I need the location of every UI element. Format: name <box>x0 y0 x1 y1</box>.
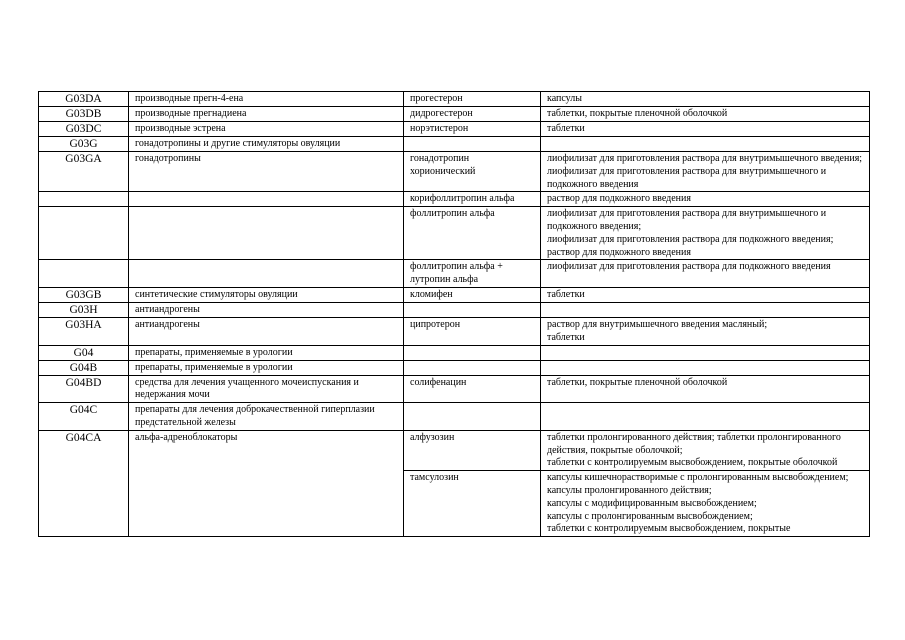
drug-name <box>404 137 541 152</box>
drug-name <box>404 302 541 317</box>
drug-name: фоллитропин альфа <box>404 207 541 260</box>
drug-name: гонадотропин хорионический <box>404 152 541 192</box>
table-row <box>39 287 870 302</box>
table-row <box>39 207 870 260</box>
group-name: гонадотропины и другие стимуляторы овуляции <box>129 137 404 152</box>
dosage-form <box>541 137 870 152</box>
group-name: производные прегн-4-ена <box>129 92 404 107</box>
atc-code: G03GA <box>39 152 129 192</box>
table-row <box>39 430 870 470</box>
drug-name: солифенацин <box>404 375 541 403</box>
group-name: препараты для лечения доброкачественной гиперплазии предстательной железы <box>129 403 404 431</box>
atc-code: G04B <box>39 360 129 375</box>
atc-code: G03DA <box>39 92 129 107</box>
drug-name: алфузозин <box>404 430 541 470</box>
dosage-form <box>541 360 870 375</box>
atc-code <box>39 192 129 207</box>
dosage-form: таблетки, покрытые пленочной оболочкой <box>541 375 870 403</box>
drug-name <box>404 345 541 360</box>
table-row <box>39 345 870 360</box>
table-row <box>39 360 870 375</box>
atc-code: G03DB <box>39 107 129 122</box>
table-row <box>39 260 870 288</box>
atc-code <box>39 207 129 260</box>
drug-classification-table <box>38 91 870 537</box>
table-row <box>39 302 870 317</box>
dosage-form: таблетки пролонгированного действия; таблетки пролонгированного действия, покрытые оболочкой; таблетки с контролируемым высвобождением, покрытые оболочкой <box>541 430 870 470</box>
dosage-form: таблетки <box>541 287 870 302</box>
atc-code: G03GB <box>39 287 129 302</box>
dosage-form <box>541 345 870 360</box>
dosage-form: капсулы кишечнорастворимые с пролонгированным высвобождением; капсулы пролонгированного действия; капсулы с модифицированным высвобождением; капсулы с пролонгированным высвобождением; таблетки с контролируемым высвобождением, покрытые <box>541 471 870 537</box>
drug-name: прогестерон <box>404 92 541 107</box>
atc-code <box>39 260 129 288</box>
group-name: гонадотропины <box>129 152 404 192</box>
group-name: альфа-адреноблокаторы <box>129 430 404 536</box>
dosage-form: раствор для подкожного введения <box>541 192 870 207</box>
drug-name: корифоллитропин альфа <box>404 192 541 207</box>
table-row <box>39 137 870 152</box>
dosage-form: лиофилизат для приготовления раствора для внутримышечного введения; лиофилизат для приготовления раствора для внутримышечного и подкожного введения <box>541 152 870 192</box>
atc-code: G03G <box>39 137 129 152</box>
table-row <box>39 375 870 403</box>
group-name <box>129 207 404 260</box>
atc-code: G04 <box>39 345 129 360</box>
group-name: препараты, применяемые в урологии <box>129 360 404 375</box>
table-row <box>39 192 870 207</box>
drug-name <box>404 360 541 375</box>
dosage-form: лиофилизат для приготовления раствора для внутримышечного и подкожного введения; лиофилизат для приготовления раствора для подкожного введения; раствор для подкожного введения <box>541 207 870 260</box>
group-name <box>129 260 404 288</box>
drug-name <box>404 403 541 431</box>
group-name <box>129 192 404 207</box>
dosage-form: таблетки, покрытые пленочной оболочкой <box>541 107 870 122</box>
atc-code: G03DC <box>39 122 129 137</box>
table-row <box>39 317 870 345</box>
group-name: антиандрогены <box>129 302 404 317</box>
group-name: средства для лечения учащенного мочеиспускания и недержания мочи <box>129 375 404 403</box>
dosage-form <box>541 403 870 431</box>
drug-name: фоллитропин альфа + лутропин альфа <box>404 260 541 288</box>
group-name: производные прегнадиена <box>129 107 404 122</box>
drug-name: норэтистерон <box>404 122 541 137</box>
drug-name: ципротерон <box>404 317 541 345</box>
atc-code: G03HA <box>39 317 129 345</box>
atc-code: G03H <box>39 302 129 317</box>
table-row <box>39 92 870 107</box>
dosage-form: раствор для внутримышечного введения масляный; таблетки <box>541 317 870 345</box>
atc-code: G04BD <box>39 375 129 403</box>
group-name: синтетические стимуляторы овуляции <box>129 287 404 302</box>
dosage-form: капсулы <box>541 92 870 107</box>
table-row <box>39 152 870 192</box>
atc-code: G04C <box>39 403 129 431</box>
page-bottom-margin <box>0 602 905 640</box>
drug-name: дидрогестерон <box>404 107 541 122</box>
group-name: препараты, применяемые в урологии <box>129 345 404 360</box>
drug-name: тамсулозин <box>404 471 541 537</box>
dosage-form: лиофилизат для приготовления раствора для подкожного введения <box>541 260 870 288</box>
group-name: антиандрогены <box>129 317 404 345</box>
table-row <box>39 122 870 137</box>
table-row <box>39 107 870 122</box>
dosage-form <box>541 302 870 317</box>
dosage-form: таблетки <box>541 122 870 137</box>
atc-code: G04CA <box>39 430 129 536</box>
table-row <box>39 403 870 431</box>
drug-name: кломифен <box>404 287 541 302</box>
group-name: производные эстрена <box>129 122 404 137</box>
